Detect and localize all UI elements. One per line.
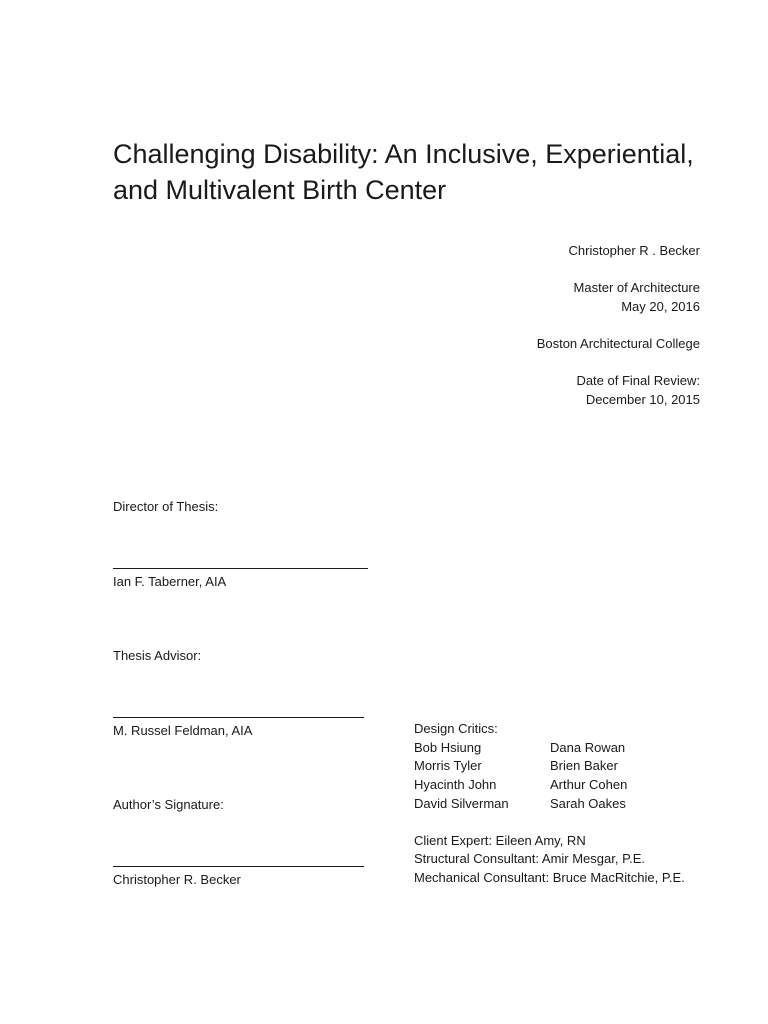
critic-name: Arthur Cohen bbox=[550, 777, 628, 793]
title-line-2: and Multivalent Birth Center bbox=[113, 175, 447, 205]
director-signature-line bbox=[113, 568, 368, 569]
degree: Master of Architecture bbox=[573, 280, 700, 295]
mechanical-consultant: Mechanical Consultant: Bruce MacRitchie, P.E. bbox=[414, 869, 685, 885]
director-label: Director of Thesis: bbox=[113, 499, 219, 514]
thesis-meta-block bbox=[380, 241, 700, 409]
advisor-label: Thesis Advisor: bbox=[113, 648, 202, 663]
author-signature-label: Author’s Signature: bbox=[113, 797, 224, 812]
thesis-title bbox=[113, 136, 713, 208]
client-expert: Client Expert: Eileen Amy, RN bbox=[414, 832, 586, 848]
critic-name: Brien Baker bbox=[550, 758, 618, 774]
critic-name: Morris Tyler bbox=[414, 758, 482, 774]
critic-name: Sarah Oakes bbox=[550, 795, 626, 811]
advisor-name: M. Russel Feldman, AIA bbox=[113, 723, 253, 738]
critic-name: David Silverman bbox=[414, 795, 509, 811]
design-critics-block bbox=[414, 720, 744, 888]
title-line-1: Challenging Disability: An Inclusive, Experiential, bbox=[113, 139, 694, 169]
institution: Boston Architectural College bbox=[536, 336, 700, 351]
critic-name: Bob Hsiung bbox=[414, 739, 482, 755]
degree-date: May 20, 2016 bbox=[621, 299, 700, 314]
critic-name: Dana Rowan bbox=[550, 739, 626, 755]
author-signature-name: Christopher R. Becker bbox=[113, 872, 241, 887]
design-critics-heading: Design Critics: bbox=[414, 721, 498, 736]
author-name: Christopher R . Becker bbox=[568, 243, 700, 258]
director-name: Ian F. Taberner, AIA bbox=[113, 574, 227, 589]
structural-consultant: Structural Consultant: Amir Mesgar, P.E. bbox=[414, 851, 645, 867]
advisor-signature-line bbox=[113, 717, 364, 718]
critic-name: Hyacinth John bbox=[414, 777, 497, 793]
critics-list bbox=[414, 739, 744, 814]
final-review-date: December 10, 2015 bbox=[585, 392, 700, 407]
author-signature-line bbox=[113, 866, 364, 867]
final-review-label: Date of Final Review: bbox=[576, 373, 700, 388]
